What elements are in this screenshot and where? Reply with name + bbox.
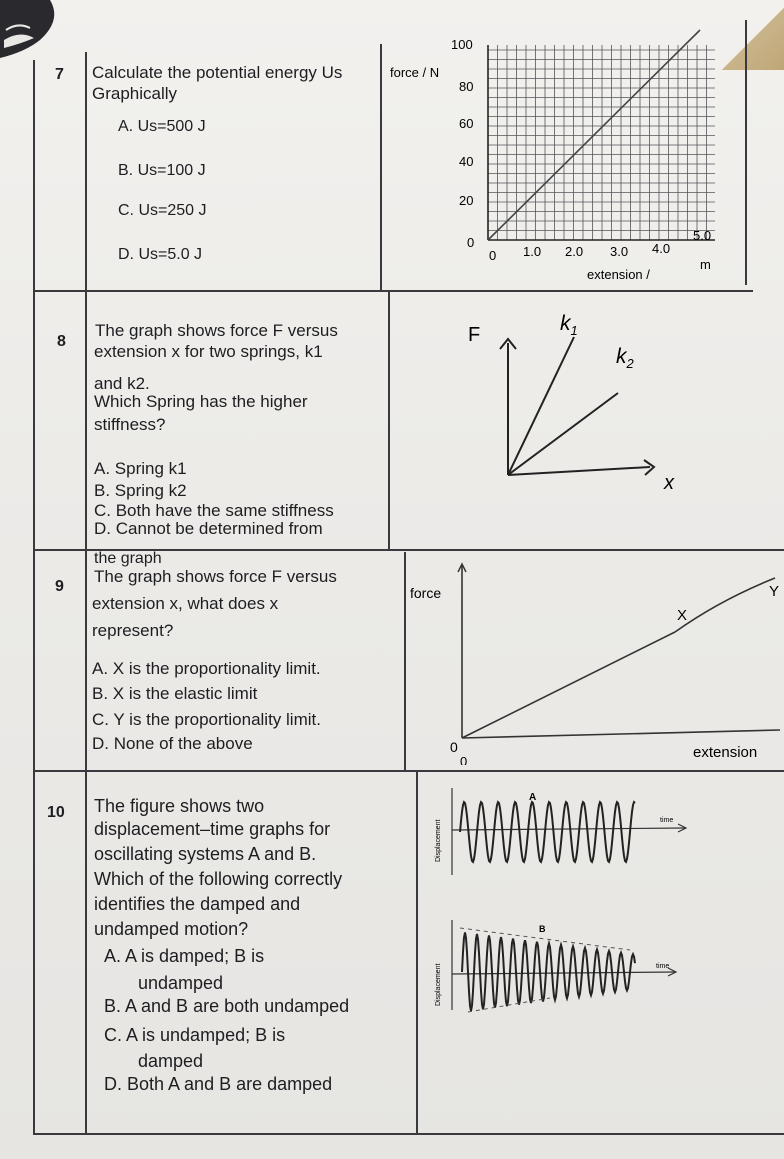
q8-stem-line-3: and k2. [94, 374, 150, 393]
q10-stem-line-4: Which of the following correctly [94, 869, 343, 889]
q7-y-tick-60: 60 [459, 116, 474, 131]
q8-stem-line-1: The graph shows force F versus [95, 321, 338, 340]
q9-number: 9 [55, 578, 64, 595]
q9-option-c[interactable]: C. Y is the proportionality limit. [92, 710, 321, 729]
q9-stem-line-1: The graph shows force F versus [94, 567, 337, 586]
q9-option-b[interactable]: B. X is the elastic limit [92, 684, 258, 703]
q7-y-tick-20: 20 [459, 193, 474, 208]
q8-label-k1-letter: k [560, 312, 571, 335]
q7-option-c[interactable]: C. Us=250 J [118, 202, 207, 219]
q10-b-y-label: Displacement [435, 963, 442, 1006]
q7-option-d[interactable]: D. Us=5.0 J [118, 246, 203, 263]
table-left-border [33, 60, 35, 1135]
q8-line-k2 [508, 393, 618, 475]
q7-x-tick-1: 1.0 [523, 244, 542, 259]
q9-option-a[interactable]: A. X is the proportionality limit. [92, 659, 321, 678]
q8-line-k1 [508, 337, 574, 475]
q10-a-y-label: Displacement [435, 819, 442, 862]
q10-graph-a [420, 780, 700, 890]
q7-grid [488, 45, 715, 240]
q9-option-d[interactable]: D. None of the above [92, 734, 253, 753]
q7-x-tick-5: 5.0 [693, 228, 712, 243]
q10-stem-line-3: oscillating systems A and B. [94, 844, 317, 864]
q8-x-axis-label: x [664, 472, 674, 494]
q7-y-tick-0: 0 [467, 235, 475, 250]
q7-y-tick-100: 100 [451, 37, 473, 52]
q7-x-tick-0: 0 [489, 248, 497, 263]
q8-number: 8 [57, 333, 66, 350]
q9-stem-line-3: represent? [92, 621, 174, 640]
q8-option-c[interactable]: C. Both have the same stiffness [94, 501, 334, 520]
q7-x-tick-2: 2.0 [565, 244, 584, 259]
q10-column-divider [416, 772, 418, 1135]
q7-option-a[interactable]: A. Us=500 J [118, 118, 206, 135]
q8-stem-line-4: Which Spring has the higher [94, 392, 308, 411]
q8-x-axis [508, 467, 650, 475]
q8-label-k2-subscript: 2 [626, 356, 634, 371]
table-bottom-border [33, 1133, 784, 1135]
q10-a-undamped-wave [460, 802, 635, 862]
q8-label-k1 [560, 312, 578, 338]
q7-stem-line-1: Calculate the potential energy Us [92, 63, 343, 82]
q9-stem-line-2: extension x, what does x [92, 594, 279, 613]
q10-b-damped-wave [462, 932, 635, 1010]
q10-b-label: B [539, 924, 546, 934]
q9-x-axis [462, 730, 780, 738]
q8-stem-line-2: extension x for two springs, k1 [94, 342, 323, 361]
number-column-divider [85, 52, 87, 1135]
q7-x-tick-3: 3.0 [610, 244, 629, 259]
q8-label-k2-letter: k [616, 345, 627, 368]
q10-b-time-label: time [656, 963, 670, 970]
q10-stem-line-1: The figure shows two [94, 796, 265, 816]
q8-label-k2 [616, 345, 635, 371]
q8-stem-line-5: stiffness? [94, 415, 166, 434]
q7-option-b[interactable]: B. Us=100 J [118, 162, 206, 179]
q10-stem-line-2: displacement–time graphs for [94, 819, 331, 839]
q9-origin-label-bottom: 0 [460, 754, 468, 765]
q8-y-axis-label: F [468, 324, 481, 346]
q10-option-b[interactable]: B. A and B are both undamped [104, 996, 350, 1016]
q9-y-axis-label: force [410, 585, 442, 601]
q7-x-axis-label: extension / [587, 267, 650, 282]
q10-option-c-continued: damped [138, 1051, 204, 1071]
q7-x-tick-4: 4.0 [652, 241, 671, 256]
q10-stem-line-6: undamped motion? [94, 919, 249, 939]
q8-label-k1-subscript: 1 [570, 323, 578, 338]
q8-two-springs-graph [450, 305, 690, 495]
q9-curved-region [675, 578, 775, 632]
q10-a-time-label: time [660, 817, 674, 824]
q10-a-time-axis [452, 828, 685, 830]
q7-column-divider [380, 44, 382, 292]
q10-option-a-continued: undamped [138, 973, 224, 993]
q10-a-label: A [529, 792, 537, 803]
q7-y-tick-80: 80 [459, 79, 474, 94]
q9-linear-region [462, 632, 675, 738]
q10-graph-b [420, 910, 700, 1020]
q8-column-divider [388, 292, 390, 550]
q9-origin-label-top: 0 [450, 739, 458, 755]
q10-stem-line-5: identifies the damped and [94, 894, 301, 914]
school-logo [0, 0, 64, 64]
q8-option-d[interactable]: D. Cannot be determined from [94, 519, 323, 538]
row-divider-9-10 [33, 770, 784, 772]
q8-option-b[interactable]: B. Spring k2 [94, 481, 187, 500]
q7-number: 7 [55, 66, 64, 83]
q10-number: 10 [47, 804, 65, 821]
q7-force-extension-graph [385, 25, 745, 285]
q7-y-tick-40: 40 [459, 154, 474, 169]
q8-option-a[interactable]: A. Spring k1 [94, 459, 187, 478]
q9-x-axis-label: extension [693, 744, 758, 761]
q9-force-extension-graph [405, 560, 784, 765]
q7-stem-line-2: Graphically [92, 84, 178, 103]
q10-option-c[interactable]: C. A is undamped; B is [104, 1025, 286, 1045]
q10-option-a[interactable]: A. A is damped; B is [104, 946, 265, 966]
q9-label-y: Y [769, 583, 780, 600]
row-divider-7-8 [33, 290, 753, 292]
q8-option-d-continued: the graph [94, 550, 162, 567]
q7-x-axis-unit: m [700, 257, 711, 272]
q10-option-d[interactable]: D. Both A and B are damped [104, 1074, 333, 1094]
q7-y-axis-label: force / N [390, 65, 440, 80]
q9-label-x: X [677, 607, 688, 624]
table-right-border [745, 20, 747, 285]
